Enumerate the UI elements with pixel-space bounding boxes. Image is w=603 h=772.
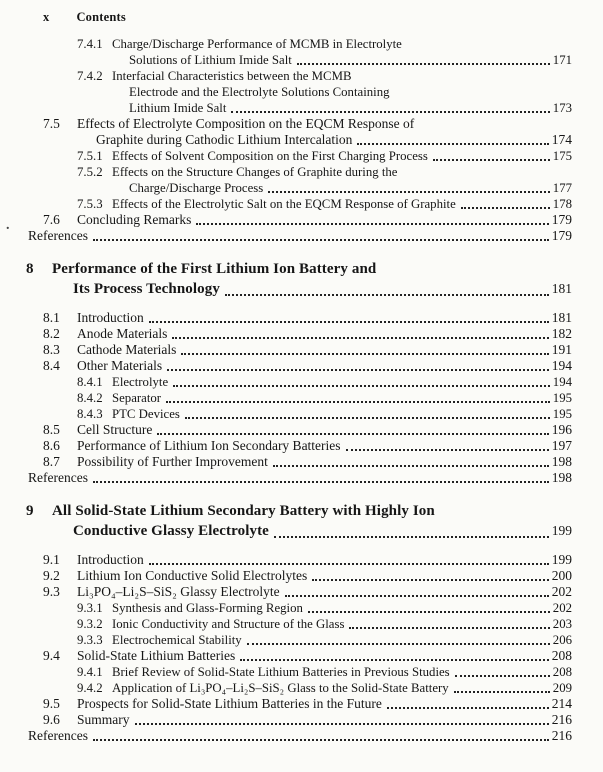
entry-title: Introduction — [77, 310, 144, 325]
dot-leader — [172, 337, 548, 339]
dot-leader — [357, 143, 548, 145]
toc-row — [0, 680, 572, 696]
toc-entry-8.5 — [0, 422, 572, 438]
toc-entry-7.5.1 — [0, 148, 572, 164]
entry-number: 8.4.1 — [77, 375, 103, 389]
entry-page-number: 202 — [552, 601, 572, 615]
toc-entry-8.3 — [0, 342, 572, 358]
dot-leader — [274, 536, 549, 538]
entry-number: 7.5.2 — [77, 165, 103, 179]
toc-entry-8 — [0, 259, 572, 299]
toc-row — [0, 584, 572, 600]
dot-leader — [93, 239, 549, 241]
dot-leader — [240, 659, 549, 661]
entry-number: 7.5.1 — [77, 149, 103, 163]
entry-page-number: 181 — [551, 281, 572, 296]
entry-title: Its Process Technology — [73, 281, 220, 297]
entry-number: 7.5 — [43, 116, 60, 131]
entry-page-number: 194 — [551, 358, 572, 373]
entry-page-number: 178 — [552, 197, 572, 211]
entry-page-number: 209 — [552, 681, 572, 695]
entry-page-number: 174 — [551, 132, 572, 147]
entry-title: References — [28, 728, 88, 743]
entry-title: Electrochemical Stability — [112, 633, 242, 647]
entry-page-number: 216 — [551, 728, 572, 743]
entry-page-number: 199 — [551, 552, 572, 567]
toc-row — [0, 180, 572, 196]
toc-entry-9 — [0, 501, 572, 541]
entry-number: 9.3.1 — [77, 601, 103, 615]
toc-row — [0, 228, 572, 244]
toc-row — [0, 616, 572, 632]
toc-row — [0, 374, 572, 390]
toc-entry-9.3.1 — [0, 600, 572, 616]
toc-entry-8.6 — [0, 438, 572, 454]
entry-page-number: 181 — [551, 310, 572, 325]
entry-page-number: 208 — [551, 648, 572, 663]
entry-number: 9.5 — [43, 696, 60, 711]
dot-leader — [166, 401, 550, 403]
entry-number: 9.3.2 — [77, 617, 103, 631]
entry-page-number: 198 — [551, 454, 572, 469]
toc-entry-9.3 — [0, 584, 572, 600]
toc-entry-7.5.2 — [0, 164, 572, 196]
entry-page-number: 198 — [551, 470, 572, 485]
entry-page-number: 216 — [551, 712, 572, 727]
dot-leader — [454, 691, 550, 693]
toc-entry-references — [0, 470, 572, 486]
entry-number: 8.4 — [43, 358, 60, 373]
entry-title: Conductive Glassy Electrolyte — [73, 523, 269, 539]
toc-row — [0, 116, 572, 132]
dot-leader — [93, 481, 549, 483]
toc-entry-9.2 — [0, 568, 572, 584]
entry-page-number: 195 — [552, 391, 572, 405]
toc-entry-9.6 — [0, 712, 572, 728]
entry-title: Possibility of Further Improvement — [77, 454, 268, 469]
entry-title: All Solid-State Lithium Secondary Battery with Highly Ion — [52, 503, 435, 519]
toc-entry-9.5 — [0, 696, 572, 712]
entry-page-number: 199 — [551, 523, 572, 538]
toc-row — [0, 664, 572, 680]
toc-row — [0, 501, 572, 521]
entry-title: Graphite during Cathodic Lithium Intercalation — [96, 132, 353, 147]
toc-row — [0, 68, 572, 84]
dot-leader — [308, 611, 550, 613]
toc-entry-9.4 — [0, 648, 572, 664]
entry-title: Performance of Lithium Ion Secondary Batteries — [77, 438, 341, 453]
toc-entry-9.4.1 — [0, 664, 572, 680]
entry-title: Cell Structure — [77, 422, 153, 437]
toc-row — [0, 52, 572, 68]
entry-number: 8.5 — [43, 422, 60, 437]
entry-number: 7.4.2 — [77, 69, 103, 83]
entry-title: Application of Li₃PO₄–Li₂S–SiS₂ Glass to the Solid-State Battery — [112, 681, 449, 695]
entry-title: Effects of the Electrolytic Salt on the EQCM Response of Graphite — [112, 197, 456, 211]
entry-title: Solid-State Lithium Batteries — [77, 648, 236, 663]
entry-page-number: 171 — [552, 53, 572, 67]
entry-title: Interfacial Characteristics between the MCMB — [112, 69, 352, 83]
toc-entry-8.4.1 — [0, 374, 572, 390]
dot-leader — [173, 385, 550, 387]
entry-number: 9 — [26, 503, 34, 519]
entry-number: 8.3 — [43, 342, 60, 357]
entry-title: Solutions of Lithium Imide Salt — [129, 53, 292, 67]
entry-title: Summary — [77, 712, 130, 727]
dot-leader — [349, 627, 549, 629]
entry-title: Brief Review of Solid-State Lithium Batteries in Previous Studies — [112, 665, 450, 679]
entry-page-number: 175 — [552, 149, 572, 163]
toc-entry-8.2 — [0, 326, 572, 342]
toc-entry-7.4.2 — [0, 68, 572, 116]
entry-page-number: 173 — [552, 101, 572, 115]
entry-number: 8.1 — [43, 310, 60, 325]
toc-entry-references — [0, 728, 572, 744]
toc-entry-7.5 — [0, 116, 572, 148]
entry-number: 9.6 — [43, 712, 60, 727]
toc-row — [0, 279, 572, 299]
toc-entry-8.4.2 — [0, 390, 572, 406]
entry-title: Separator — [112, 391, 162, 405]
toc-list — [0, 36, 572, 744]
entry-page-number: 196 — [551, 422, 572, 437]
dot-leader — [149, 321, 549, 323]
entry-number: 7.6 — [43, 212, 60, 227]
dot-leader — [167, 369, 549, 371]
toc-entry-8.4 — [0, 358, 572, 374]
entry-page-number: 179 — [551, 228, 572, 243]
entry-page-number: 206 — [552, 633, 572, 647]
page-title: Contents — [76, 10, 126, 24]
entry-page-number: 182 — [551, 326, 572, 341]
entry-page-number: 195 — [552, 407, 572, 421]
entry-page-number: 214 — [551, 696, 572, 711]
entry-title: Concluding Remarks — [77, 212, 192, 227]
entry-title: Electrode and the Electrolyte Solutions Containing — [129, 85, 390, 99]
entry-title: Introduction — [77, 552, 144, 567]
page-number-roman: x — [43, 10, 50, 24]
dot-leader — [346, 449, 549, 451]
toc-row — [0, 470, 572, 486]
entry-number: 9.4.2 — [77, 681, 103, 695]
toc-row — [0, 648, 572, 664]
dot-leader — [225, 294, 549, 296]
entry-title: References — [28, 228, 88, 243]
entry-title: Lithium Imide Salt — [129, 101, 227, 115]
entry-number: 8 — [26, 261, 34, 277]
entry-page-number: 194 — [552, 375, 572, 389]
entry-title: Ionic Conductivity and Structure of the Glass — [112, 617, 345, 631]
toc-entry-references — [0, 228, 572, 244]
entry-number: 9.2 — [43, 568, 60, 583]
entry-title: Cathode Materials — [77, 342, 177, 357]
entry-page-number: 208 — [552, 665, 572, 679]
toc-row — [0, 712, 572, 728]
toc-entry-7.5.3 — [0, 196, 572, 212]
toc-entry-9.3.2 — [0, 616, 572, 632]
entry-title: Charge/Discharge Performance of MCMB in Electrolyte — [112, 37, 402, 51]
entry-title: Performance of the First Lithium Ion Battery and — [52, 261, 377, 277]
toc-row — [0, 326, 572, 342]
dot-leader — [157, 433, 548, 435]
toc-row — [0, 132, 572, 148]
dot-leader — [185, 417, 550, 419]
dot-leader — [196, 223, 548, 225]
toc-row — [0, 552, 572, 568]
dot-leader — [268, 191, 550, 193]
entry-title: Anode Materials — [77, 326, 168, 341]
dot-leader — [455, 675, 550, 677]
dot-leader — [135, 723, 549, 725]
entry-title: Prospects for Solid-State Lithium Batteries in the Future — [77, 696, 382, 711]
entry-number: 7.4.1 — [77, 37, 103, 51]
dot-leader — [181, 353, 548, 355]
toc-row — [0, 342, 572, 358]
toc-row — [0, 100, 572, 116]
entry-number: 8.6 — [43, 438, 60, 453]
entry-page-number: 191 — [551, 342, 572, 357]
toc-row — [0, 212, 572, 228]
toc-row — [0, 196, 572, 212]
entry-page-number: 197 — [551, 438, 572, 453]
dot-leader — [312, 579, 549, 581]
entry-title: Charge/Discharge Process — [129, 181, 264, 195]
dot-leader — [149, 563, 549, 565]
entry-number: 8.7 — [43, 454, 60, 469]
entry-title: Effects on the Structure Changes of Graphite during the — [112, 165, 398, 179]
entry-title: Electrolyte — [112, 375, 169, 389]
entry-title: References — [28, 470, 88, 485]
toc-row — [0, 568, 572, 584]
entry-title: PTC Devices — [112, 407, 180, 421]
dot-leader — [247, 643, 550, 645]
toc-row — [0, 164, 572, 180]
toc-entry-7.4.1 — [0, 36, 572, 68]
toc-entry-9.3.3 — [0, 632, 572, 648]
entry-page-number: 200 — [551, 568, 572, 583]
scan-artifact-dot: . — [6, 218, 10, 233]
toc-row — [0, 600, 572, 616]
dot-leader — [285, 595, 549, 597]
entry-number: 9.3 — [43, 584, 60, 599]
entry-title: Lithium Ion Conductive Solid Electrolytes — [77, 568, 308, 583]
entry-page-number: 179 — [551, 212, 572, 227]
entry-number: 8.4.3 — [77, 407, 103, 421]
toc-row — [0, 310, 572, 326]
toc-row — [0, 454, 572, 470]
entry-number: 9.1 — [43, 552, 60, 567]
toc-entry-9.1 — [0, 552, 572, 568]
entry-page-number: 177 — [552, 181, 572, 195]
toc-row — [0, 259, 572, 279]
toc-row — [0, 148, 572, 164]
dot-leader — [273, 465, 549, 467]
toc-row — [0, 390, 572, 406]
toc-row — [0, 406, 572, 422]
entry-page-number: 203 — [552, 617, 572, 631]
entry-title: Effects of Solvent Composition on the First Charging Process — [112, 149, 428, 163]
toc-row — [0, 438, 572, 454]
entry-number: 9.4 — [43, 648, 60, 663]
toc-row — [0, 358, 572, 374]
toc-entry-9.4.2 — [0, 680, 572, 696]
entry-page-number: 202 — [551, 584, 572, 599]
entry-number: 9.3.3 — [77, 633, 103, 647]
entry-number: 7.5.3 — [77, 197, 103, 211]
toc-entry-8.1 — [0, 310, 572, 326]
dot-leader — [433, 159, 550, 161]
entry-title: Effects of Electrolyte Composition on the EQCM Response of — [77, 116, 415, 131]
dot-leader — [231, 111, 549, 113]
dot-leader — [297, 63, 550, 65]
toc-entry-7.6 — [0, 212, 572, 228]
dot-leader — [461, 207, 550, 209]
entry-title: Li₃PO₄–Li₂S–SiS₂ Glassy Electrolyte — [77, 584, 280, 599]
dot-leader — [387, 707, 549, 709]
toc-row — [0, 696, 572, 712]
entry-title: Synthesis and Glass-Forming Region — [112, 601, 303, 615]
entry-number: 8.2 — [43, 326, 60, 341]
running-header — [0, 9, 572, 25]
entry-number: 8.4.2 — [77, 391, 103, 405]
entry-number: 9.4.1 — [77, 665, 103, 679]
toc-row — [0, 728, 572, 744]
toc-entry-8.7 — [0, 454, 572, 470]
toc-row — [0, 632, 572, 648]
entry-title: Other Materials — [77, 358, 163, 373]
toc-entry-8.4.3 — [0, 406, 572, 422]
toc-row — [0, 521, 572, 541]
toc-row — [0, 422, 572, 438]
dot-leader — [93, 739, 549, 741]
toc-row — [0, 36, 572, 52]
toc-row — [0, 84, 572, 100]
